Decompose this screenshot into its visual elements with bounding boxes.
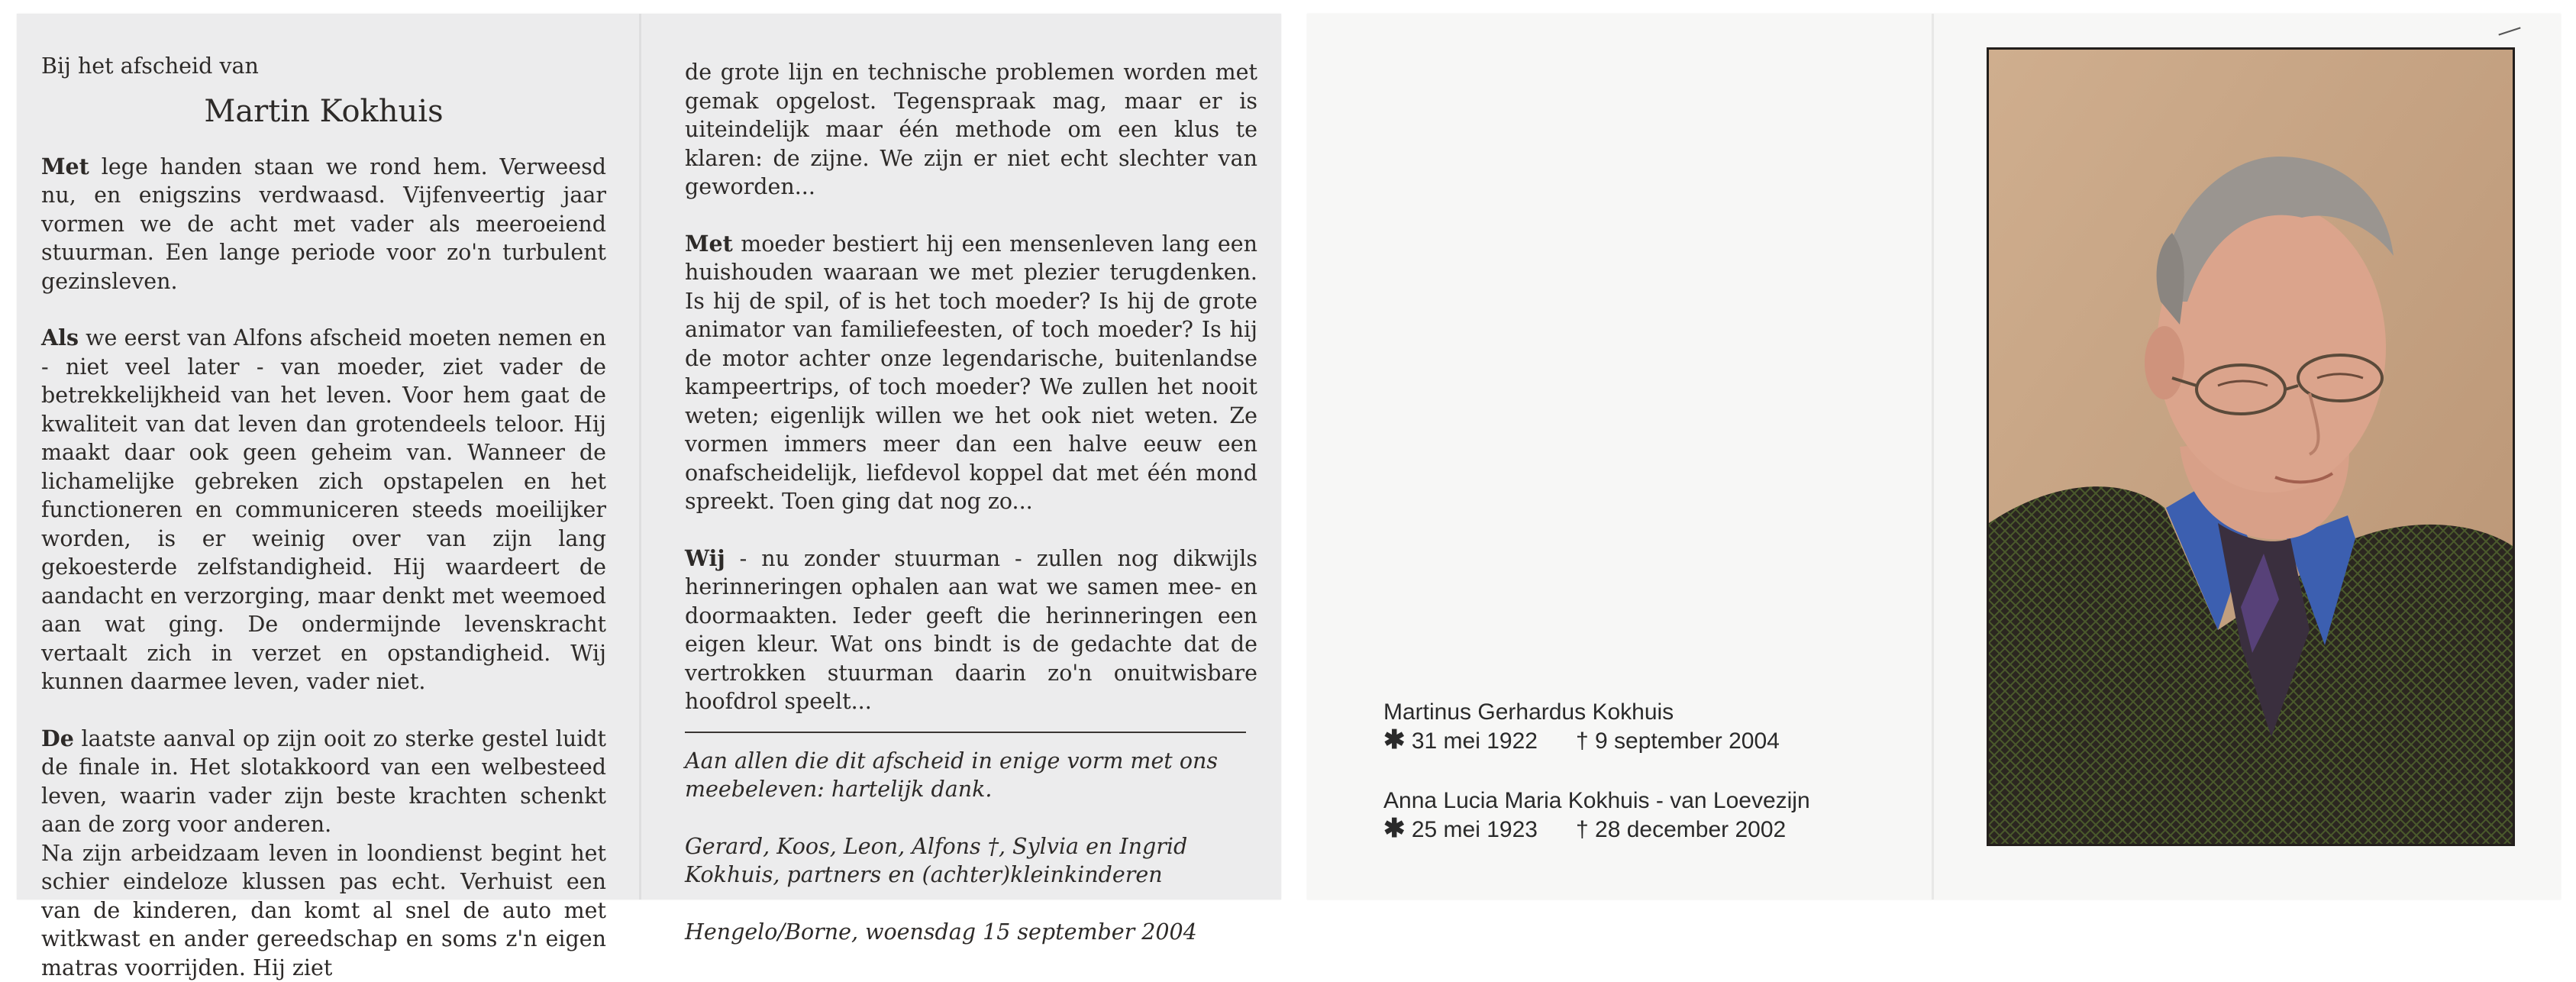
death-date: 28 december 2002	[1595, 816, 1786, 844]
birth-date: 25 mei 1923	[1412, 816, 1538, 844]
birth-star-icon: ✱	[1383, 726, 1406, 754]
person-name: Anna Lucia Maria Kokhuis - van Loevezijn	[1383, 787, 1810, 815]
portrait-photo-frame	[1987, 47, 2515, 846]
birth-date: 31 mei 1922	[1412, 727, 1538, 755]
text-column-left	[41, 52, 606, 982]
person-entry	[1383, 698, 1780, 755]
paragraph: Na zijn arbeidzaam leven in loondienst begint het schier eindeloze klussen pas echt. Verhuist een van de kinderen, dan komt al snel de auto met witkwast en ander gereedschap en soms z'n eigen matras voorrijden. Hij ziet	[41, 839, 606, 982]
memorial-card-inside	[17, 14, 1281, 900]
pen-mark	[2498, 27, 2520, 35]
paragraph: de grote lijn en technische problemen worden met gemak opgelost. Tegenspraak mag, maar er is uiteindelijk maar één methode om een klus te klaren: de zijne. We zijn er niet echt slechter van geworden...	[685, 58, 1257, 202]
life-dates	[1383, 726, 1780, 755]
death-date: 9 september 2004	[1595, 727, 1780, 755]
divider	[685, 732, 1246, 733]
person-entry	[1383, 787, 1810, 844]
text-column-right	[685, 58, 1257, 946]
place-date: Hengelo/Borne, woensdag 15 september 2004	[685, 918, 1257, 947]
portrait-photo	[1989, 50, 2513, 844]
thanks-text: Aan allen die dit afscheid in enige vorm met ons meebeleven: hartelijk dank.	[685, 747, 1257, 804]
family-names: Gerard, Koos, Leon, Alfons †, Sylvia en Ingrid Kokhuis, partners en (achter)kleinkinderen	[685, 832, 1257, 890]
cross-icon: †	[1576, 816, 1589, 844]
card-fold	[1932, 14, 1934, 900]
paragraph: Met lege handen staan we rond hem. Verweesd nu, en enigszins verdwaasd. Vijfenveertig jaar vormen we de acht met vader als meeroeiend stuurman. Een lange periode voor zo'n turbulent gezinsleven.	[41, 153, 606, 296]
paragraph: Wij - nu zonder stuurman - zullen nog dikwijls herinneringen ophalen aan wat we samen mee- en doormaakten. Ieder geeft die herinneringen een eigen kleur. Wat ons bindt is de gedachte dat de vertrokken stuurman daarin zo'n onuitwisbare hoofdrol speelt...	[685, 544, 1257, 716]
memorial-card-cover	[1307, 14, 2561, 900]
paragraph: De laatste aanval op zijn ooit zo sterke gestel luidt de finale in. Het slotakkoord van een welbesteed leven, waarin vader zijn beste krachten schenkt aan de zorg voor anderen.	[41, 725, 606, 839]
person-name: Martinus Gerhardus Kokhuis	[1383, 698, 1780, 726]
card-fold	[639, 14, 641, 900]
paragraph: Als we eerst van Alfons afscheid moeten nemen en - niet veel later - van moeder, ziet vader de betrekkelijkheid van het leven. Voor hem gaat de kwaliteit van dat leven dan grotendeels teloor. Hij maakt daar ook geen geheim van. Wanneer de lichamelijke gebreken zich opstapelen en het functioneren en communiceren steeds moeilijker worden, is er weinig over van zijn lang gekoesterde zelfstandigheid. Hij waardeert de aandacht en verzorging, maar denkt met weemoed aan wat ging. De ondermijnde levenskracht vertaalt zich in verzet en opstandigheid. Wij kunnen daarmee leven, vader niet.	[41, 324, 606, 696]
cross-icon: †	[1576, 727, 1589, 755]
paragraph: Met moeder bestiert hij een mensenleven lang een huishouden waaraan we met plezier terugdenken. Is hij de spil, of is het toch moeder? Is hij de grote animator van familiefeesten, of toch moeder? Is hij de motor achter onze legendarische, buitenlandse kampeertrips, of toch moeder? We zullen het nooit weten; eigenlijk willen we het ook niet weten. Ze vormen immers meer dan een halve eeuw een onafscheidelijk, liefdevol koppel dat met één mond spreekt. Toen ging dat nog zo...	[685, 230, 1257, 516]
birth-star-icon: ✱	[1383, 815, 1406, 843]
deceased-name: Martin Kokhuis	[41, 93, 606, 130]
intro-line: Bij het afscheid van	[41, 52, 606, 81]
life-dates	[1383, 815, 1810, 844]
